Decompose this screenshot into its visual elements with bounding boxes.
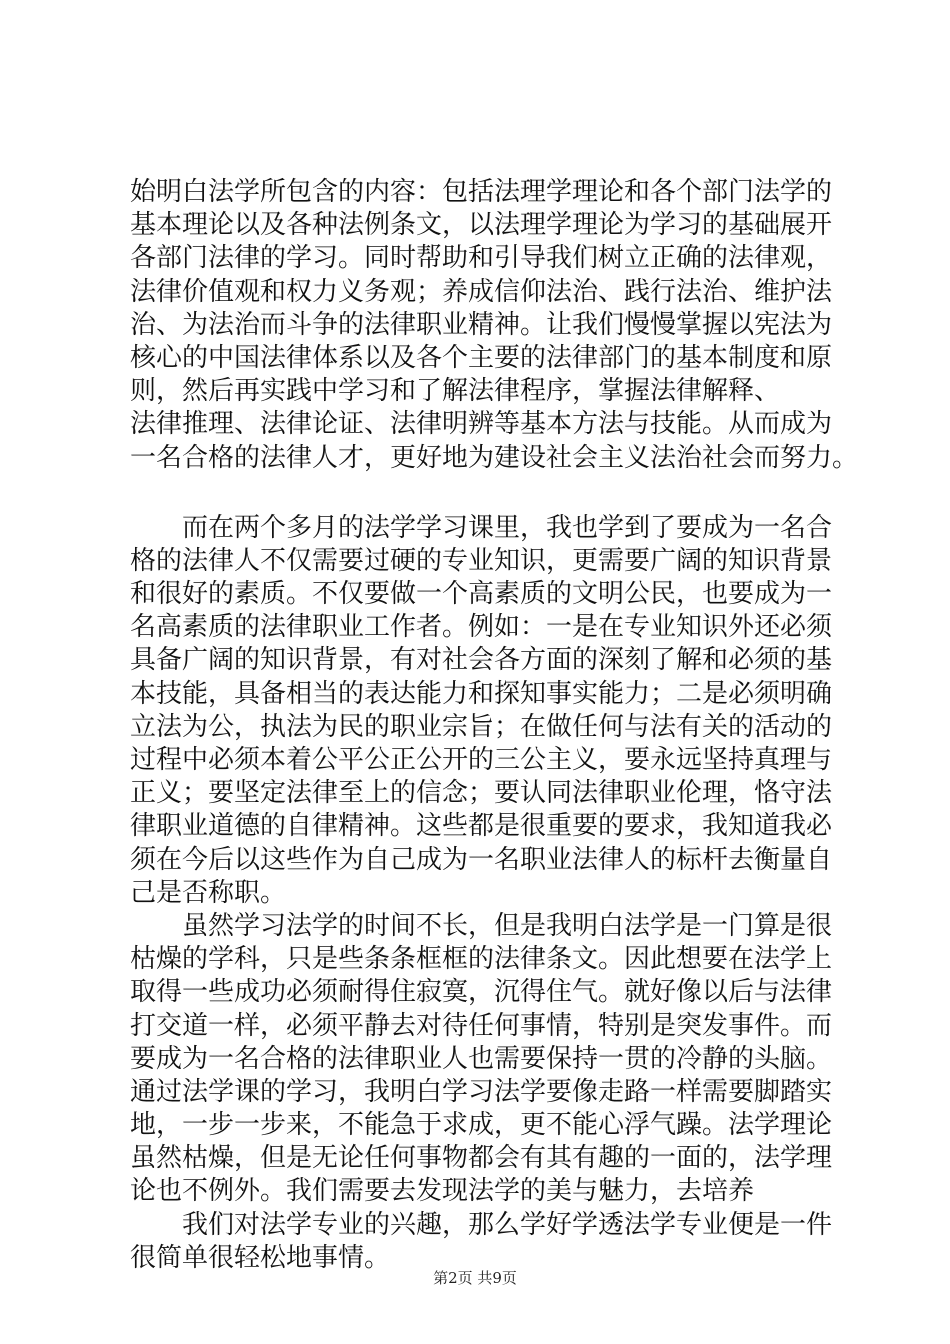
- text-line: 己是否称职。: [130, 877, 287, 908]
- paragraph-2: [130, 512, 850, 910]
- text-line: 律职业道德的自律精神。这些都是很重要的要求，我知道我必: [130, 811, 833, 842]
- text-line: 和很好的素质。不仅要做一个高素质的文明公民，也要成为一: [130, 579, 833, 610]
- text-line: 论也不例外。我们需要去发现法学的美与魅力，去培养: [130, 1176, 755, 1207]
- paragraph-3: [130, 910, 850, 1209]
- text-line: 我们对法学专业的兴趣，那么学好学透法学专业便是一件: [130, 1209, 833, 1240]
- text-line: 通过法学课的学习，我明白学习法学要像走路一样需要脚踏实: [130, 1076, 833, 1107]
- paragraph-1: [130, 176, 859, 475]
- paragraph-4: [130, 1209, 850, 1275]
- text-line: 治、为法治而斗争的法律职业精神。让我们慢慢掌握以宪法为: [130, 309, 833, 340]
- text-line: 须在今后以这些作为自己成为一名职业法律人的标杆去衡量自: [130, 844, 833, 875]
- text-line: 地，一步一步来，不能急于求成，更不能心浮气躁。法学理论: [130, 1110, 833, 1141]
- text-line: 始明白法学所包含的内容：包括法理学理论和各个部门法学的: [130, 177, 833, 207]
- text-line: 格的法律人不仅需要过硬的专业知识，更需要广阔的知识背景: [130, 545, 833, 576]
- text-line: 而在两个多月的法学学习课里，我也学到了要成为一名合: [130, 512, 833, 543]
- text-line: 枯燥的学科，只是些条条框框的法律条文。因此想要在法学上: [130, 944, 833, 975]
- text-line: 法律推理、法律论证、法律明辨等基本方法与技能。从而成为: [130, 409, 833, 440]
- text-line: 过程中必须本着公平公正公开的三公主义，要永远坚持真理与: [130, 745, 833, 775]
- text-line: 虽然枯燥，但是无论任何事物都会有其有趣的一面的，法学理: [130, 1143, 833, 1174]
- text-line: 法律价值观和权力义务观；养成信仰法治、践行法治、维护法: [130, 276, 833, 307]
- text-line: 各部门法律的学习。同时帮助和引导我们树立正确的法律观，: [130, 243, 833, 274]
- page-number: 第2页 共9页: [433, 1269, 517, 1287]
- text-line: 很简单很轻松地事情。: [130, 1242, 391, 1273]
- text-line: 本技能，具备相当的表达能力和探知事实能力；二是必须明确: [130, 678, 833, 709]
- text-line: 立法为公，执法为民的职业宗旨；在做任何与法有关的活动的: [130, 711, 833, 742]
- text-line: 具备广阔的知识背景，有对社会各方面的深刻了解和必须的基: [130, 645, 833, 676]
- paragraph-gap: [130, 475, 850, 512]
- text-line: 打交道一样，必须平静去对待任何事情，特别是突发事件。而: [130, 1010, 833, 1041]
- text-line: 一名合格的法律人才，更好地为建设社会主义法治社会而努力。: [130, 442, 859, 473]
- text-line: 核心的中国法律体系以及各个主要的法律部门的基本制度和原: [130, 342, 833, 373]
- body-text: [130, 176, 859, 1275]
- text-line: 基本理论以及各种法例条文，以法理学理论为学习的基础展开: [130, 210, 833, 241]
- text-line: 要成为一名合格的法律职业人也需要保持一贯的冷静的头脑。: [130, 1043, 833, 1074]
- text-line: 名高素质的法律职业工作者。例如：一是在专业知识外还必须: [130, 612, 833, 643]
- text-line: 取得一些成功必须耐得住寂寞，沉得住气。就好像以后与法律: [130, 977, 833, 1008]
- text-line: 正义；要坚定法律至上的信念；要认同法律职业伦理，恪守法: [130, 778, 833, 809]
- text-line: 则，然后再实践中学习和了解法律程序，掌握法律解释、: [130, 376, 781, 407]
- page-footer: [0, 1268, 950, 1288]
- text-line: 虽然学习法学的时间不长，但是我明白法学是一门算是很: [130, 910, 833, 941]
